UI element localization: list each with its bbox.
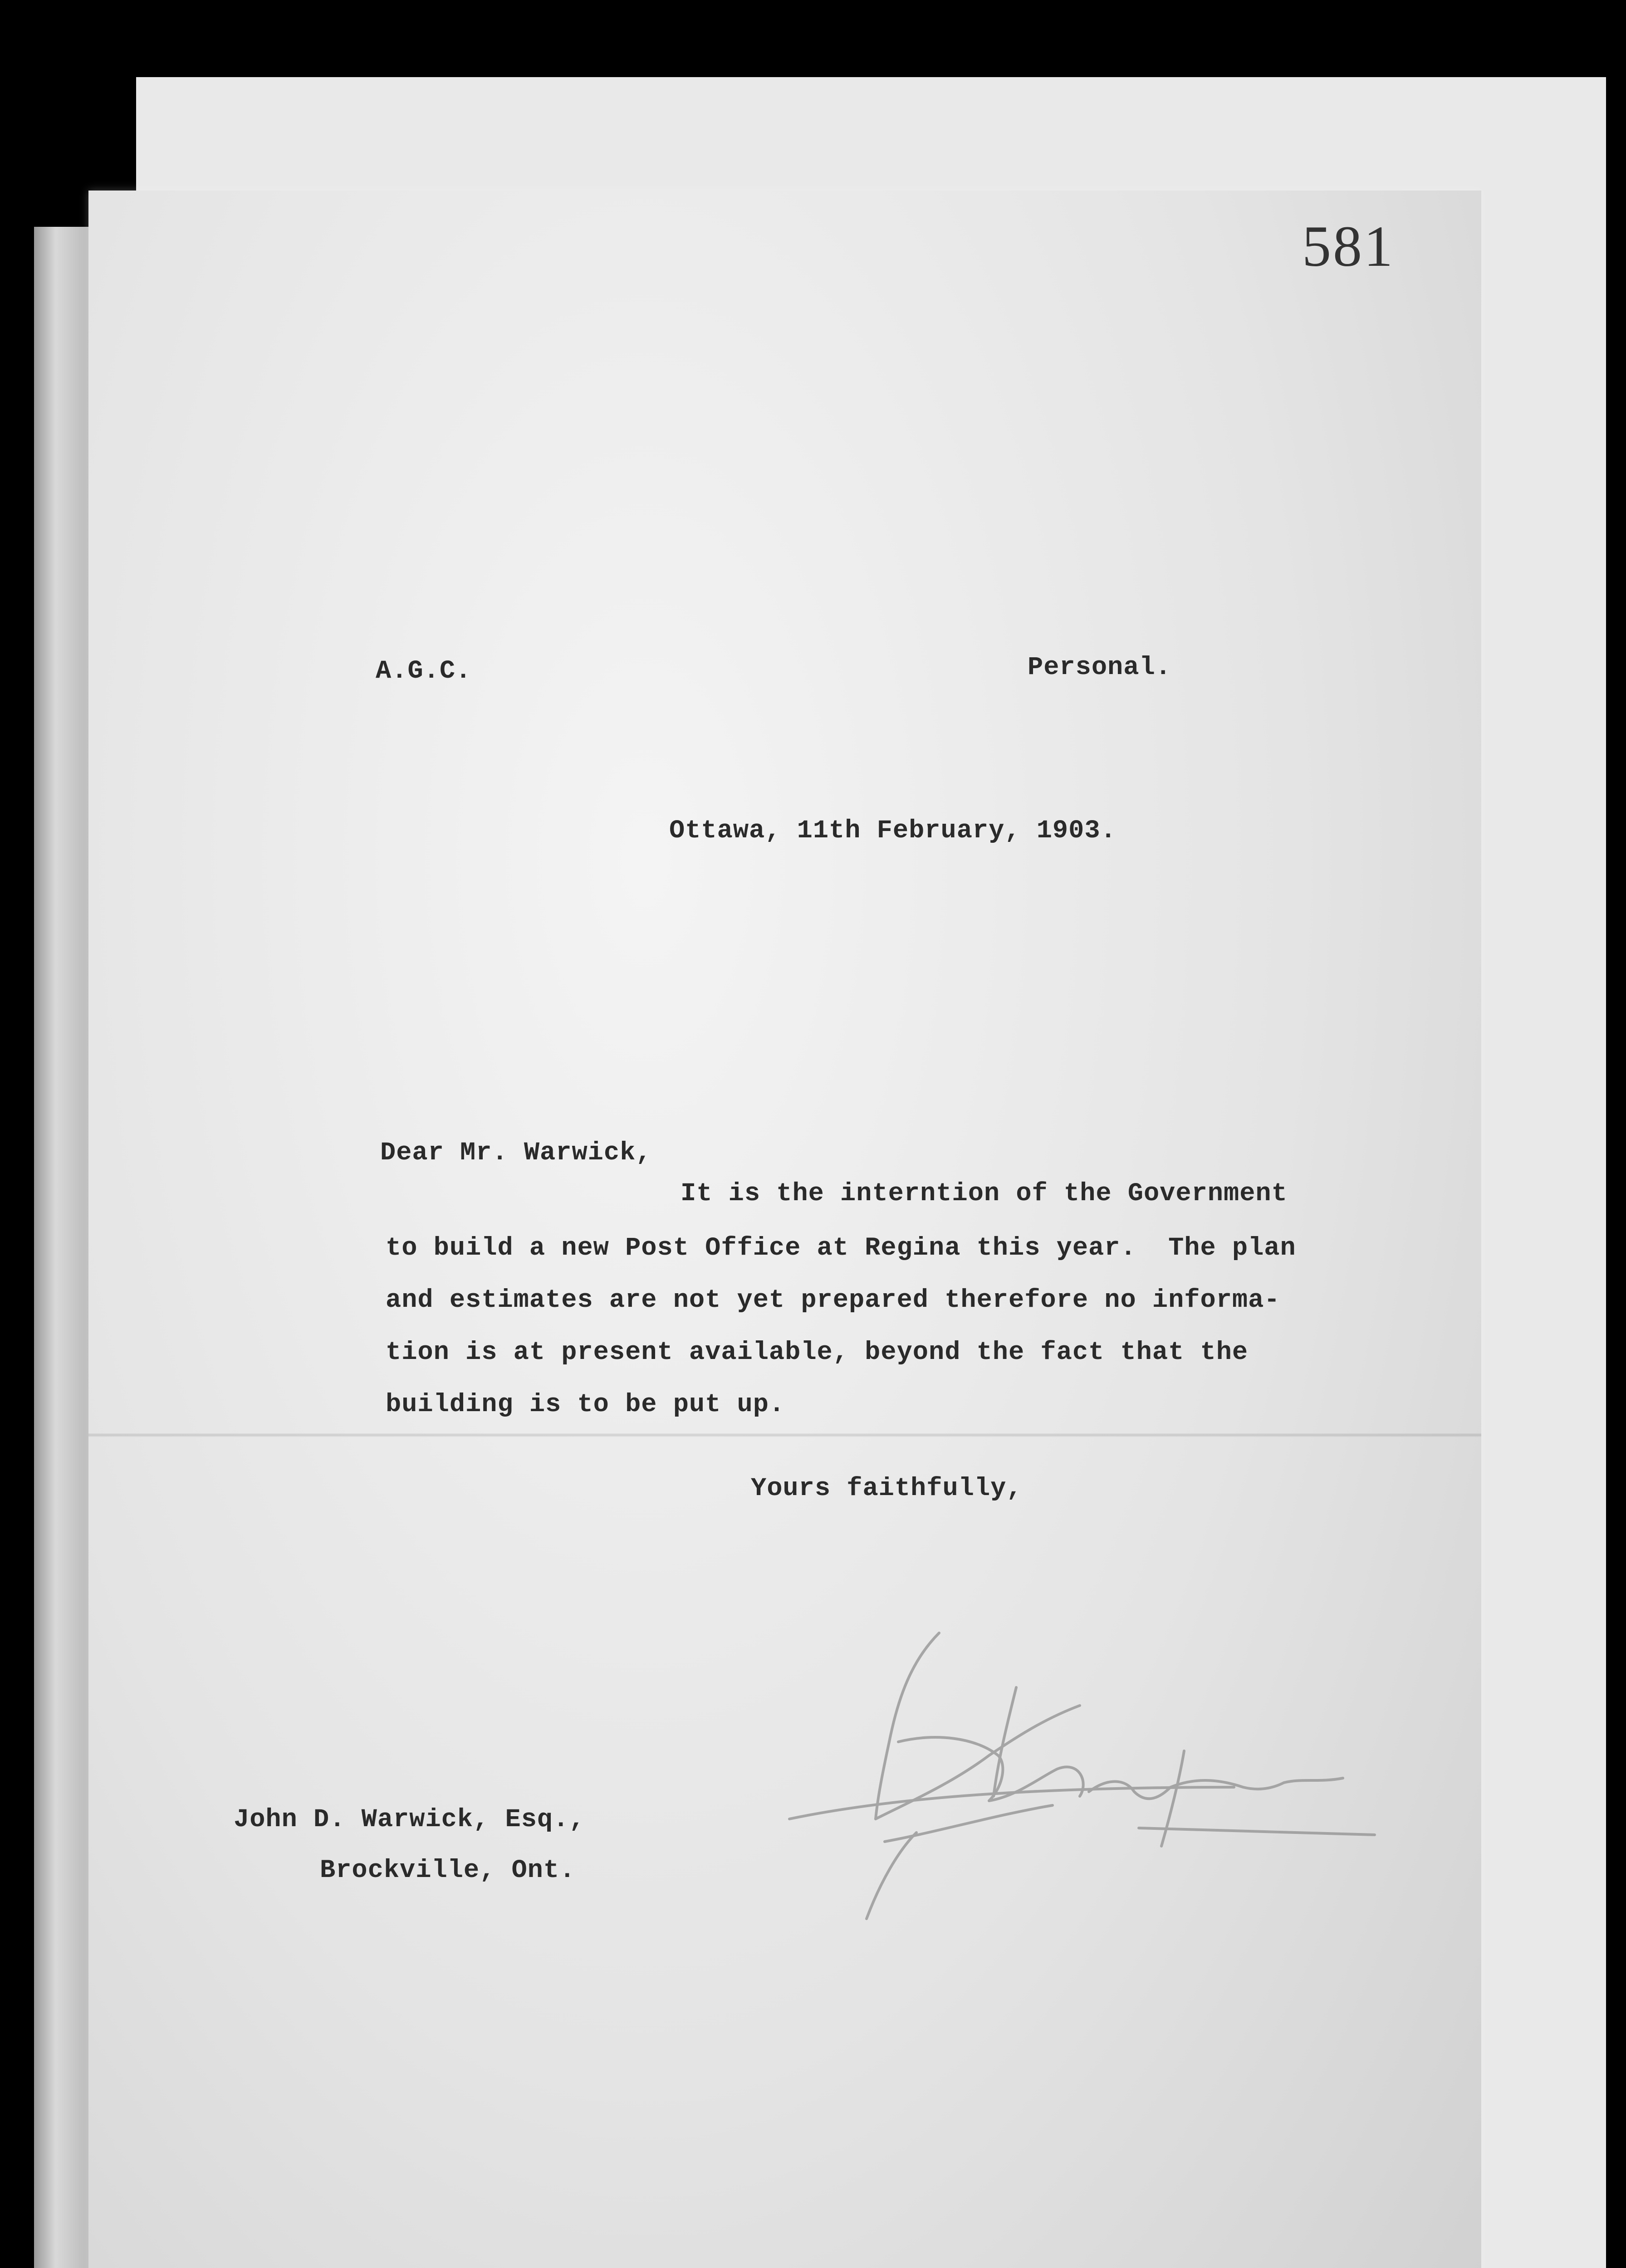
fold-crease xyxy=(88,1433,1481,1437)
body-line: and estimates are not yet prepared therefore no informa- xyxy=(386,1286,1280,1315)
salutation: Dear Mr. Warwick, xyxy=(380,1139,652,1168)
dateline: Ottawa, 11th February, 1903. xyxy=(669,816,1117,846)
body-line: to build a new Post Office at Regina this year. The plan xyxy=(386,1234,1296,1263)
personal-marking: Personal. xyxy=(1028,653,1171,682)
closing: Yours faithfully, xyxy=(751,1474,1023,1503)
folio-number: 581 xyxy=(1302,214,1395,279)
body-line: It is the interntion of the Government xyxy=(681,1179,1288,1208)
letter-page xyxy=(88,191,1481,2268)
addressee-place: Brockville, Ont. xyxy=(320,1856,576,1885)
body-line: building is to be put up. xyxy=(386,1390,785,1419)
body-line: tion is at present available, beyond the fact that the xyxy=(386,1338,1249,1367)
addressee-name: John D. Warwick, Esq., xyxy=(234,1805,585,1834)
reference-code: A.G.C. xyxy=(376,657,472,686)
signature xyxy=(762,1606,1420,1923)
